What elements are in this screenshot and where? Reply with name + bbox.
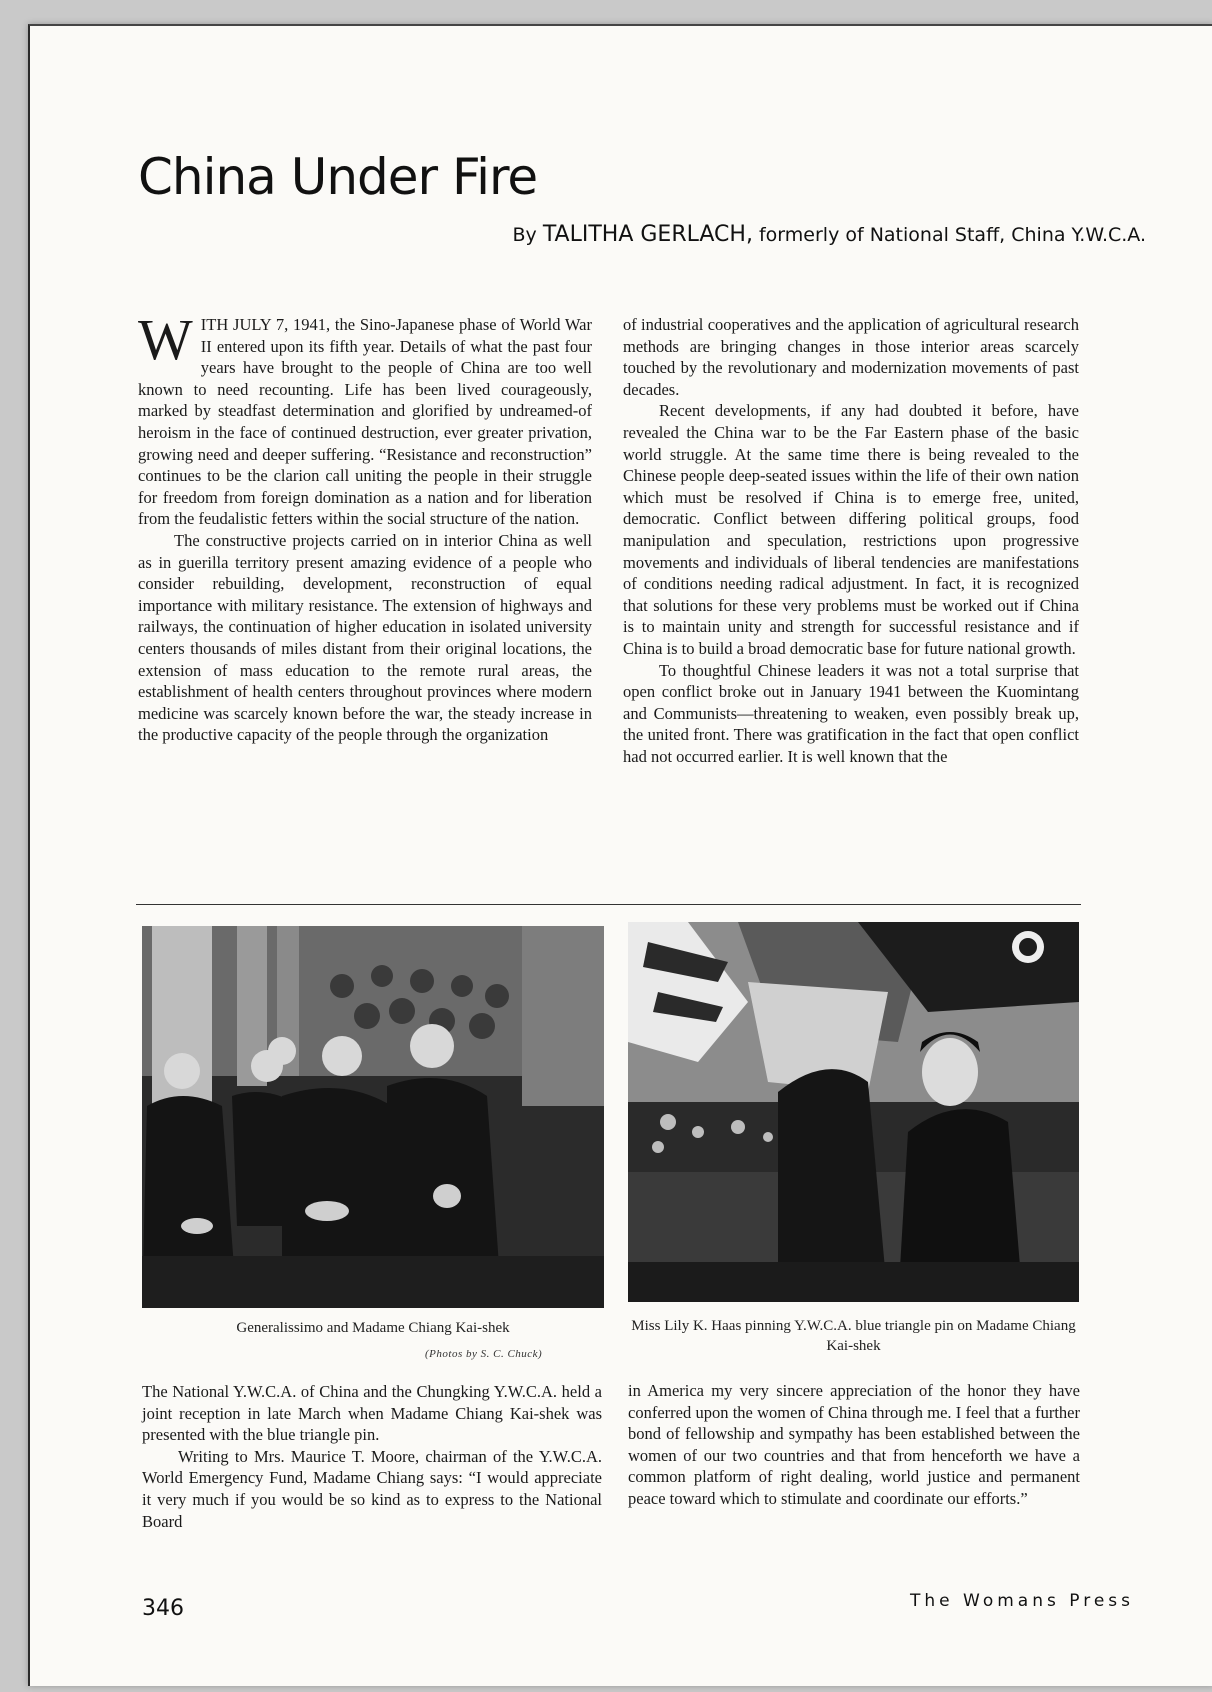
photo-image-1 (142, 926, 604, 1308)
caption-photo-2: Miss Lily K. Haas pinning Y.W.C.A. blue triangle pin on Madame Chiang Kai-shek (631, 1318, 1076, 1354)
column-top-right (623, 314, 1079, 767)
lower-paragraph-3: in America my very sincere appreciation of the honor they have conferred upon the women of China through me. I feel that a further bond of fellowship and sympathy has been established between the women of our two countries and that from henceforth we have a common platform of right dealing, world justice and permanent peace toward which to stimulate and coordinate our efforts.” (628, 1381, 1080, 1508)
paragraph-2: The constructive projects carried on in interior China as well as in guerilla territory present amazing evidence of a people who consider rebuilding, development, reconstruction of equal importance with military resistance. The extension of highways and railways, the continuation of higher education in isolated university centers thousands of miles distant from their original locations, the extension of mass education to the remote rural areas, the establishment of health centers throughout provinces where modern medicine was scarcely known before the war, the steady increase in the productive capacity of the people through the organization (138, 530, 592, 745)
column-top-left (138, 307, 592, 746)
page-number: 346 (142, 1596, 184, 1621)
paragraph-1 (138, 307, 592, 530)
paragraph-3: of industrial cooperatives and the application of agricultural research methods are bringing changes in those interior areas scarcely touched by the revolutionary and modernization movements of past decades. (623, 315, 1079, 399)
photo-generalissimo-and-madame (142, 926, 604, 1308)
column-bottom-left (142, 1381, 602, 1532)
byline-role: formerly of National Staff, China Y.W.C.A. (758, 224, 1146, 246)
paragraph-4: Recent developments, if any had doubted it before, have revealed the China war to be the Far Eastern phase of the basic world struggle. At the same time there is being revealed to the Chinese people deep-seated issues within the life of their own nation which must be resolved if China is to emerge free, united, democratic. Conflict between differing political groups, food manipulation and speculation, restrictions upon progressive movements and individuals of liberal tendencies are manifestations of conditions needing radical adjustment. In fact, it is recognized that solutions for these very problems must be worked out if China is to maintain unity and strength for successful resistance and if China is to build a broad democratic base for future national growth. (623, 401, 1079, 658)
column-bottom-right (628, 1380, 1080, 1510)
photo-image-2 (628, 922, 1079, 1302)
article-title: China Under Fire (138, 148, 538, 206)
photo-credit: (Photos by S. C. Chuck) (425, 1348, 543, 1360)
photo-pinning-ceremony (628, 922, 1079, 1302)
lower-paragraph-2: Writing to Mrs. Maurice T. Moore, chairman of the Y.W.C.A. World Emergency Fund, Madame Chiang says: “I would appreciate it very much if you would be so kind as to express to the National Board (142, 1446, 602, 1531)
drop-cap: W (138, 307, 193, 372)
byline (513, 222, 1147, 247)
horizontal-divider (136, 904, 1081, 905)
paragraph-5: To thoughtful Chinese leaders it was not a total surprise that open conflict broke out in January 1941 between the Kuomintang and Communists—threatening to weaken, even possibly break up, the united front. There was gratification in the fact that open conflict had not occurred earlier. It is well known that the (623, 660, 1079, 766)
byline-author: TALITHA GERLACH, (542, 222, 753, 247)
paragraph-1-text: ITH JULY 7, 1941, the Sino-Japanese phase of World War II entered upon its fifth year. Details of what the past four years have brought to the people of China are too well known to need recounting. Life has been lived courageously, marked by steadfast determination and glorified by undreamed-of heroism in the face of continued destruction, ever greater privation, growing need and deeper suffering. “Resistance and reconstruction” continues to be the clarion call uniting the people in their struggle for freedom from foreign domination as a nation and for liberation from the feudalistic fetters within the social structure of the nation. (138, 315, 592, 529)
magazine-page (28, 24, 1212, 1686)
publication-name: The Womans Press (910, 1591, 1134, 1611)
caption-photo-1: Generalissimo and Madame Chiang Kai-shek (236, 1320, 510, 1336)
lower-paragraph-1: The National Y.W.C.A. of China and the Chungking Y.W.C.A. held a joint reception in late March when Madame Chiang Kai-shek was presented with the blue triangle pin. (142, 1382, 602, 1445)
byline-by: By (512, 224, 537, 246)
